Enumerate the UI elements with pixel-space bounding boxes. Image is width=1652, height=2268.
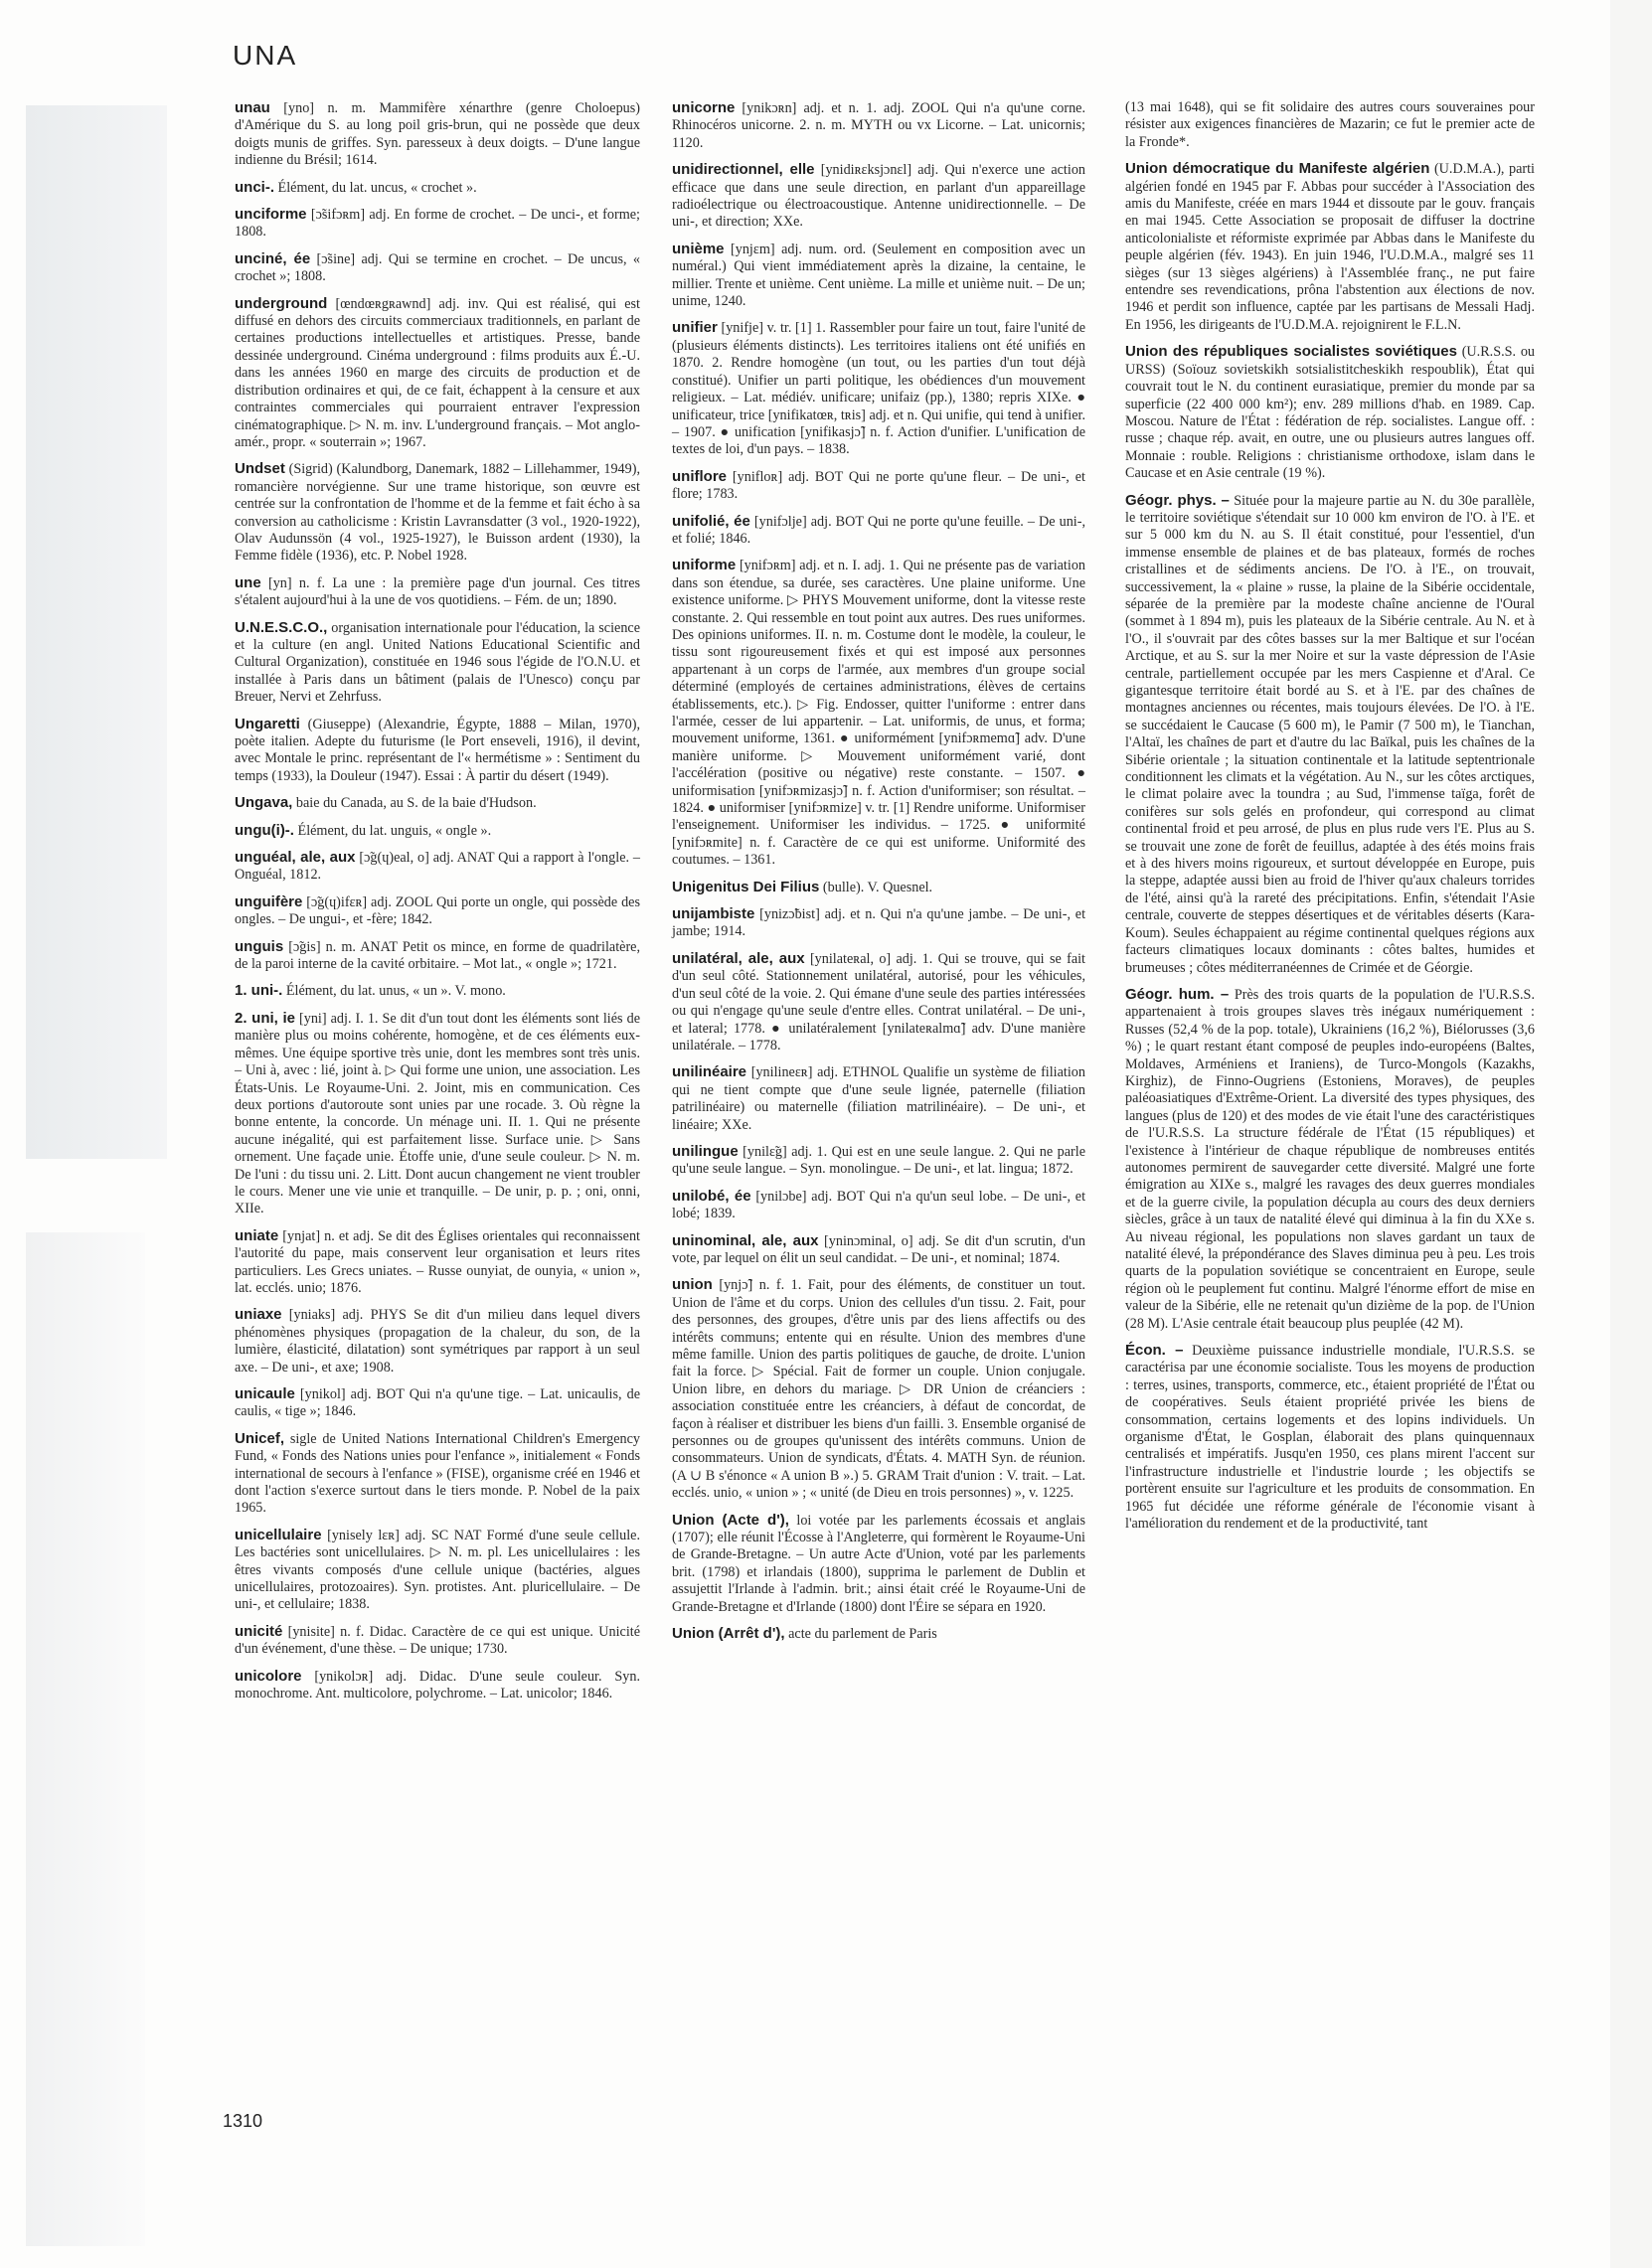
- dictionary-entry: [235, 99, 640, 170]
- dictionary-entry: [235, 206, 640, 242]
- dictionary-entry: [235, 295, 640, 452]
- entry-headword: Union (Arrêt d'),: [672, 1625, 785, 1643]
- dictionary-entry: [235, 1010, 640, 1218]
- entry-headword: U.N.E.S.C.O.,: [235, 618, 328, 636]
- entry-definition: baie du Canada, au S. de la baie d'Hudson.: [295, 795, 537, 812]
- dictionary-entry: [672, 1276, 1085, 1502]
- entry-headword: Undset: [235, 460, 285, 478]
- entry-headword: Géogr. hum. –: [1125, 985, 1230, 1003]
- entry-headword: Ungaretti: [235, 715, 300, 732]
- entry-definition: [ynifɔʀm] adj. et n. I. adj. 1. Qui ne présente pas de variation dans son étendue, sa durée, ses caractères. Une plaine uniforme. Une existence uniforme. ▷ PHYS Mouvement uniforme, dont la vitesse reste constante. 2. Qui ressemble en tout point aux autres. Des rues uniformes. Des opinions uniformes. II. n. m. Costume dont le modèle, la couleur, le tissu sont rigoureusement fixés et qui est imposé aux personnes appartenant à un corps de l'armée, aux membres d'un groupe social déterminé (employés de certaines administrations, élèves de certains établissements, etc.). ▷ Fig. Endosser, quitter l'uniforme : entrer dans l'armée, cesser de lui appartenir. – Lat. uniformis, de unus, et forma; mouvement uniforme, 1361. ● uniformément [ynifɔʀmemɑ̃] adv. D'une manière uniforme. ▷ Mouvement uniformément varié, dont l'accélération (positive ou négative) reste constante. – 1507. ● uniformisation [ynifɔʀmizasjɔ̃] n. f. Action d'uniformiser; son résultat. – 1824. ● uniformiser [ynifɔʀmize] v. tr. [1] Rendre uniforme. Uniformiser l'enseignement. Uniformiser les individus. – 1725. ● uniformité [ynifɔʀmite] n. f. Caractère de ce qui est uniforme. Uniformité des coutumes. – 1361.: [672, 558, 1086, 869]
- dictionary-entry: [235, 822, 640, 840]
- entry-headword: unau: [235, 99, 270, 116]
- entry-definition: [ynjat] n. et adj. Se dit des Églises orientales qui reconnaissent l'autorité du pape, mais conservent leur organisation et leurs rites particuliers. Les Grecs uniates. – Russe ounyiat, de ounyia, « union », lat. ecclés. unio; 1876.: [235, 1227, 640, 1296]
- entry-headword: uniaxe: [235, 1306, 282, 1324]
- entry-headword: unicité: [235, 1622, 283, 1640]
- entry-headword: Géogr. phys. –: [1125, 491, 1230, 509]
- entry-definition: [yni] adj. I. 1. Se dit d'un tout dont les éléments sont liés de manière plus ou moins cohérente, homogène, et de ces éléments eux-mêmes. Une équipe sportive très unie, dont les membres sont très unis. – Uni à, avec : lié, joint à. ▷ Qui forme une union, une association. Les États-Unis. Le Royaume-Uni. 2. Joint, mis en communication. Ces deux portions d'autoroute sont unies par une rocade. 3. Où règne la bonne entente, la concorde. Un ménage uni. II. 1. Qui ne présente aucune inégalité, qui est parfaitement lisse. Surface unie. ▷ Sans ornement. Une façade unie. Étoffe unie, d'une seule couleur. ▷ N. m. De l'uni : du tissu uni. 2. Litt. Dont aucun changement ne vient troubler le cours. Mener une vie unie et tranquille. – De unir, p. p. ; oni, onni, XIIe.: [235, 1010, 640, 1217]
- column-3: [1125, 99, 1535, 1542]
- dictionary-entry: [235, 1623, 640, 1659]
- entry-definition: organisation internationale pour l'éducation, la science et la culture (en angl. United Nations Educational Scientific and Cultural Organization), constituée en 1946 sous l'égide de l'O.N.U. et installée à Paris dans un bâtiment (palais de l'Unesco) conçu par Breuer, Nervi et Zehrfuss.: [235, 619, 641, 706]
- entry-headword: Union des républiques socialistes soviétiques: [1125, 343, 1457, 361]
- dictionary-entry: [672, 557, 1085, 869]
- entry-definition: Élément, du lat. unguis, « ongle ».: [297, 822, 492, 839]
- entry-definition: [ynizɔ̃bist] adj. et n. Qui n'a qu'une jambe. – De uni-, et jambe; 1914.: [672, 906, 1086, 940]
- entry-headword: Union (Acte d'),: [672, 1511, 789, 1529]
- dictionary-entry: [1125, 492, 1535, 977]
- entry-headword: 2. uni, ie: [235, 1009, 295, 1027]
- entry-headword: underground: [235, 294, 328, 312]
- entry-definition: [ynifje] v. tr. [1] 1. Rassembler pour faire un tout, faire l'unité de (plusieurs éléments distincts). Les territoires italiens ont été unifiés en 1870. 2. Rendre homogène (un tout, ou les parties d'un tout déjà constitué). Unifier un parti politique, les obédiences d'un mouvement religieux. – Lat. médiév. unificare; unifaiz (pp.), 1380; repris XIXe. ● unificateur, trice [ynifikatœʀ, tʀis] adj. et n. Qui unifie, qui tend à unifier. – 1907. ● unification [ynifikasjɔ̃] n. f. Action d'unifier. L'unification de textes de loi, d'un pays. – 1838.: [672, 320, 1086, 458]
- entry-headword: unci-.: [235, 178, 274, 196]
- dictionary-entry: [235, 794, 640, 812]
- dictionary-entry: [672, 1063, 1085, 1134]
- entry-headword: unilobé, ée: [672, 1187, 751, 1205]
- entry-headword: uniflore: [672, 467, 727, 485]
- entry-definition: [ɔ̃sifɔʀm] adj. En forme de crochet. – De unci-, et forme; 1808.: [235, 207, 641, 241]
- dictionary-entry: [1125, 99, 1535, 151]
- left-margin-shadow-lower: [26, 1232, 145, 2246]
- column-2: [672, 99, 1085, 1653]
- entry-definition: [œndœʀgʀawnd] adj. inv. Qui est réalisé, qui est diffusé en dehors des circuits commerciaux traditionnels, en parlant de certaines productions intellectuelles et artistiques. Presse, bande dessinée underground. Cinéma underground : films produits aux É.-U. dans les années 1960 en marge des circuits de production et de distribution ordinaires et qui, de ce fait, échappent à la censure et aux contraintes commerciales qui pourraient entraver l'expression cinématographique. ▷ N. m. inv. L'underground français. – Mot anglo-amér., propr. « souterrain »; 1967.: [235, 295, 640, 450]
- entry-definition: [ynisite] n. f. Didac. Caractère de ce qui est unique. Unicité d'un événement, d'une thèse. – De unique; 1730.: [235, 1623, 640, 1658]
- entry-definition: (13 mai 1648), qui se fit solidaire des autres cours souveraines pour résister aux exigences financières de Mazarin; ce fut le premier acte de la Fronde*.: [1125, 99, 1535, 150]
- entry-definition: [ynilineɛʀ] adj. ETHNOL Qualifie un système de filiation qui ne tient compte que d'une seule lignée, paternelle (filiation patrilinéaire) ou maternelle (filiation matrilinéaire). – De uni-, et linéaire; XXe.: [672, 1064, 1085, 1133]
- left-margin-shadow: [26, 105, 167, 1159]
- entry-definition: [yninɔminal, o] adj. Se dit d'un scrutin, d'un vote, par lequel on élit un seul candidat. – De uni-, et nominal; 1874.: [672, 1232, 1085, 1266]
- dictionary-entry: [235, 1385, 640, 1421]
- entry-headword: unicellulaire: [235, 1526, 322, 1543]
- dictionary-entry: [672, 879, 1085, 896]
- dictionary-entry: [1125, 160, 1535, 334]
- dictionary-entry: [672, 1512, 1085, 1616]
- dictionary-entry: [235, 1227, 640, 1298]
- dictionary-entry: [235, 1668, 640, 1703]
- dictionary-entry: [672, 1232, 1085, 1268]
- entry-headword: unicaule: [235, 1385, 295, 1402]
- entry-definition: [ynikɔʀn] adj. et n. 1. adj. ZOOL Qui n'a qu'une corne. Rhinocéros unicorne. 2. n. m. MYTH ou vx Licorne. – Lat. unicornis; 1120.: [672, 100, 1086, 151]
- entry-definition: [ynidiʀɛksjɔnɛl] adj. Qui n'exerce une action efficace que dans une seule direction, en parlant d'un appareillage radioélectrique ou électroacoustique. Antenne unidirectionnelle. – De uni-, et direction; XXe.: [672, 162, 1086, 231]
- entry-definition: [ɔ̃g(ɥ)ifɛʀ] adj. ZOOL Qui porte un ongle, qui possède des ongles. – De ungui-, et -fère; 1842.: [235, 893, 640, 928]
- dictionary-entry: [235, 179, 640, 197]
- entry-definition: [ynisely lɛʀ] adj. SC NAT Formé d'une seule cellule. Les bactéries sont unicellulaires. ▷ N. m. pl. Les unicellulaires : les êtres vivants composés d'une cellule unique (bactéries, algues unicellulaires, protozoaires). Syn. protistes. Ant. pluricellulaire. – De uni-, et cellulaire; 1838.: [235, 1527, 641, 1613]
- entry-definition: Située pour la majeure partie au N. du 30e parallèle, le territoire soviétique s'étendait sur 10 000 km environ de l'O. à l'E. et sur 5 000 km du N. au S. Il était constitué, pour l'essentiel, d'un immense ensemble de plaines et de bas plateaux, formés de roches cristallines et de sédiments anciens. De l'O. à l'E., on trouvait, successivement, la « plaine » russe, la plaine de la Sibérie occidentale, séparée de la première par la modeste chaîne ancienne de l'Oural (sommet à 1 894 m), puis les plateaux de la Sibérie centrale. Au N. et à l'O., il s'ouvrait par des côtes basses sur la mer Baltique et sur l'océan Arctique, et au S. sur la mer Noire et sur la vaste dépression de l'Asie centrale, partiellement occupée par les mers Caspienne et d'Aral. Ce gigantesque territoire était bordé au S. et à l'E. par des chaînes de montagnes anciennes ou récentes, mais toujours élevées. De l'O. à l'E. se succédaient le Caucase (5 600 m), le Pamir (7 500 m), le Tianchan, l'Altaï, les chaînes de part et d'autre du lac Baïkal, puis les chaînes de la Sibérie orientale ; la situation continentale et la latitude septentrionale conditionnent les climats et la végétation. Au N., sur les côtes arctiques, le climat polaire avec la toundra ; au Sud, l'immense taïga, forêt de conifères sur sols gelés en profondeur, qui correspond au climat continental froid et peu arrosé, de plus en plus rude vers l'E. Plus au S. se trouvait une zone de forêt de feuillus, adaptée à des étés moins frais et à des hivers moins rigoureux, et surtout développée en Europe, puis la steppe, adaptée aussi bien au froid de l'hiver qu'aux chaleurs torrides de l'été, ainsi qu'à la rareté des précipitations. Enfin, s'étendait l'Asie centrale, couverte de steppes désertiques et de véritables déserts (Kara-Koum). Seules échappaient au régime continental quelques régions aux facteurs climatiques locaux dominants : côtes baltes, humides et brumeuses ; côtes méditerranéennes de Crimée et de Géorgie.: [1125, 492, 1535, 976]
- entry-definition: Élément, du lat. uncus, « crochet ».: [277, 179, 477, 196]
- entry-headword: Unigenitus Dei Filius: [672, 878, 820, 895]
- entry-definition: (U.R.S.S. ou URSS) (Soïouz sovietskikh sotsialistitcheskikh respoublik), État qui couvrait tout le N. du continent eurasiatique, premier du monde par sa superficie (22 400 000 km²); env. 289 millions d'hab. en 1989. Cap. Moscou. Nature de l'État : fédération de rép. socialistes. Langue off. : russe ; chaque rép. avait, en outre, une ou plusieurs autres langues off. Monnaie : rouble. Religions : christianisme orthodoxe, islam dans le Caucase et en Asie centrale (19 %).: [1125, 344, 1536, 482]
- dictionary-entry: [672, 1143, 1085, 1179]
- dictionary-entry: [672, 905, 1085, 941]
- dictionary-entry: [235, 1430, 640, 1518]
- dictionary-entry: [235, 574, 640, 610]
- dictionary-entry: [672, 468, 1085, 504]
- entry-headword: unciné, ée: [235, 249, 311, 267]
- entry-definition: loi votée par les parlements écossais et anglais (1707); elle réunit l'Écosse à l'Angleterre, qui formèrent le Royaume-Uni de Grande-Bretagne. – Un autre Acte d'Union, voté par les parlements brit. (1798) et irlandais (1800), supprima le parlement de Dublin et assujettit l'Irlande à l'admin. brit.; ainsi était créé le Royaume-Uni de Grande-Bretagne et d'Irlande (1800) dont l'Éire se sépara en 1920.: [672, 1512, 1085, 1615]
- dictionary-entry: [672, 1188, 1085, 1223]
- entry-definition: [ynikol] adj. BOT Qui n'a qu'une tige. – Lat. unicaulis, de caulis, « tige »; 1846.: [235, 1386, 640, 1420]
- entry-definition: [ɔ̃sine] adj. Qui se termine en crochet. – De uncus, « crochet »; 1808.: [235, 250, 641, 285]
- entry-definition: (U.D.M.A.), parti algérien fondé en 1945 par F. Abbas pour succéder à l'Association des amis du Manifeste, créée en mars 1944 et dissoute par le gouv. français en mai 1945. Cette Association se proposait de diffuser la doctrine anticolonialiste et réformiste exprimée par Abbas dans le Manifeste du peuple algérien (fév. 1943). En juin 1946, l'U.D.M.A., malgré ses 11 sièges (sur 13 sièges algériens) à l'Assemblée franç., ne put faire entendre ses revendications, prôna l'abstention aux élections de nov. 1946 et perdit son influence, captée par les partisans de Messali Hadj. En 1956, les dirigeants de l'U.D.M.A. rejoignirent le F.L.N.: [1125, 161, 1535, 333]
- entry-definition: [ɔ̃gis] n. m. ANAT Petit os mince, en forme de quadrilatère, de la paroi interne de la cavité orbitaire. – Mot lat., « ongle »; 1721.: [235, 938, 641, 973]
- entry-headword: unijambiste: [672, 905, 755, 923]
- page-number: 1310: [223, 2111, 263, 2131]
- entry-headword: uninominal, ale, aux: [672, 1231, 819, 1249]
- dictionary-entry: [235, 893, 640, 929]
- entry-definition: Deuxième puissance industrielle mondiale, l'U.R.S.S. se caractérisa par une économie socialiste. Tous les moyens de production : terres, usines, transports, commerce, etc., étaient propriété de l'État ou de coopératives. Seuls étaient propriété privée les biens de consommation, certains logements et des lopins individuels. Un organisme d'État, le Gosplan, élaborait des plans quinquennaux centralisés et impératifs. Jusqu'en 1950, ces plans mirent l'accent sur l'infrastructure industrielle et l'industrie lourde ; les objectifs se portèrent ensuite sur l'agriculture et les produits de consommation. En 1965 fut décidée une réforme générale de l'économie visant à l'amélioration du rendement et de la productivité, tant: [1125, 1343, 1536, 1533]
- entry-definition: [ynjɛm] adj. num. ord. (Seulement en composition avec un numéral.) Qui vient immédiatement après la dizaine, la centaine, le millier. Trente et unième. Cent unième. La mille et unième nuit. – De un; unime, 1240.: [672, 241, 1085, 310]
- entry-definition: [ynifloʀ] adj. BOT Qui ne porte qu'une fleur. – De uni-, et flore; 1783.: [672, 468, 1085, 503]
- dictionary-entry: [672, 161, 1085, 232]
- entry-headword: uniforme: [672, 557, 737, 574]
- entry-headword: uniate: [235, 1226, 279, 1244]
- dictionary-entry: [672, 1625, 1085, 1643]
- entry-headword: unilingue: [672, 1142, 739, 1160]
- dictionary-entry: [672, 241, 1085, 311]
- entry-definition: (Giuseppe) (Alexandrie, Égypte, 1888 – Milan, 1970), poète italien. Adepte du futurisme (le Port enseveli, 1916), il devint, avec Montale le princ. représentant de l'« hermétisme » : Sentiment du temps (1933), la Douleur (1947). Essai : À partir du désert (1949).: [235, 716, 640, 784]
- entry-definition: [ynifɔlje] adj. BOT Qui ne porte qu'une feuille. – De uni-, et folié; 1846.: [672, 513, 1086, 547]
- entry-definition: Près des trois quarts de la population de l'U.R.S.S. appartenaient à trois groupes slaves très inégaux numériquement : Russes (52,4 % de la pop. totale), Ukrainiens (16,2 %), Biélorusses (3,6 %) ; le quart restant étant composé de peuples indo-européens (Baltes, Moldaves, Arméniens et Iraniens), de Turco-Mongols (Kazakhs, Kirghiz), de Finno-Ougriens (Estoniens, Moraves), de peuples paléoasiatiques d'Extrême-Orient. La diversité des types physiques, des langues (plus de 120) et des modes de vie était l'une des caractéristiques de l'U.R.S.S. La structure fédérale de l'État (15 républiques) et l'existence à l'intérieur de chaque république de nombreuses entités autonomes permirent de sauvegarder cette diversité. Malgré une forte émigration au XIXe s., malgré les ravages des deux guerres mondiales et de la guerre civile, la population décupla au cours des deux derniers siècles, grâce à un taux de natalité élevé qui diminua à la fin du XXe s. Au niveau régional, les populations non slaves gardant un taux de natalité élevé, la prépondérance des Slaves diminua peu à peu. Les trois quarts de la population soviétique se concentraient en Europe, seule région où le peuplement fut continu. Malgré l'énorme effort de mise en valeur de la Sibérie, elle ne retenait qu'un dizième de la pop. de l'Union (28 M). L'Asie centrale était beaucoup plus peuplée (42 M).: [1125, 986, 1535, 1332]
- entry-headword: unciforme: [235, 206, 307, 224]
- entry-headword: unguis: [235, 937, 284, 955]
- dictionary-entry: [235, 1306, 640, 1377]
- entry-headword: Ungava,: [235, 794, 293, 812]
- entry-headword: union: [672, 1276, 713, 1294]
- entry-definition: [ynilɛ̃g] adj. 1. Qui est en une seule langue. 2. Qui ne parle qu'une seule langue. – Syn. monolingue. – De uni-, et lat. lingua; 1872.: [672, 1143, 1086, 1178]
- entry-definition: Élément, du lat. unus, « un ». V. mono.: [285, 983, 506, 1000]
- column-1: [235, 99, 640, 1712]
- entry-definition: (bulle). V. Quesnel.: [822, 879, 933, 895]
- dictionary-entry: [235, 849, 640, 885]
- entry-definition: [ynjɔ̃] n. f. 1. Fait, pour des éléments, de constituer un tout. Union de l'âme et du corps. Union des cellules d'un tissu. 2. Fait, pour des personnes, des groupes, d'être unis par des liens affectifs ou des intérêts communs; entente qui en résulte. Union des membres d'une même famille. Union des partis politiques de gauche, de droite. L'union fait la force. ▷ Spécial. Fait de former un couple. Union conjugale. Union libre, en dehors du mariage. ▷ DR Union de créanciers : association constituée entre les créanciers, à défaut de concordat, de façon à réaliser et distribuer les biens d'un failli. 3. Ensemble organisé de personnes ou de groupes qu'unissent des intérêts communs. Union de consommateurs. Union de syndicats, d'États. 4. MATH Syn. de réunion. (A ∪ B s'énonce « A union B ».) 5. GRAM Trait d'union : V. trait. – Lat. ecclés. unio, « union » ; « unité (de Dieu en trois personnes) », v. 1225.: [672, 1277, 1085, 1502]
- dictionary-entry: [235, 938, 640, 974]
- entry-definition: sigle de United Nations International Children's Emergency Fund, « Fonds des Nations unies pour l'enfance », initialement « Fonds international de secours à l'enfance » (FISE), organisme créé en 1946 et dont l'action s'exerce surtout dans le tiers monde. P. Nobel de la paix 1965.: [235, 1430, 641, 1517]
- dictionary-entry: [235, 619, 640, 707]
- entry-headword: ungu(i)-.: [235, 821, 294, 839]
- entry-headword: Unicef,: [235, 1429, 285, 1447]
- dictionary-entry: [1125, 986, 1535, 1333]
- entry-definition: [ynilateʀal, o] adj. 1. Qui se trouve, qui se fait d'un seul côté. Stationnement unilatéral, autorisé, pour les véhicules, d'un seul côté de la voie. 2. Qui émane d'une seule des parties intéressées ou qui n'engage qu'une seule d'entre elles. Contrat unilatéral. – De uni-, et lateral; 1778. ● unilatéralement [ynilateʀalmɑ̃] adv. D'une manière unilatérale. – 1778.: [672, 950, 1086, 1053]
- dictionary-entry: [1125, 343, 1535, 482]
- dictionary-entry: [672, 99, 1085, 152]
- entry-headword: unifier: [672, 319, 718, 337]
- dictionary-entry: [235, 1527, 640, 1614]
- entry-definition: [ynilɔbe] adj. BOT Qui n'a qu'un seul lobe. – De uni-, et lobé; 1839.: [672, 1188, 1086, 1222]
- entry-definition: [yno] n. m. Mammifère xénarthre (genre Choloepus) d'Amérique du S. au long poil gris-brun, qui ne possède que deux doigts munis de griffes. Syn. paresseux à deux doigts. – D'une langue indienne du Brésil; 1614.: [235, 100, 640, 169]
- dictionary-entry: [672, 950, 1085, 1054]
- entry-definition: acte du parlement de Paris: [788, 1626, 937, 1643]
- dictionary-entry: [235, 982, 640, 1000]
- entry-headword: unguéal, ale, aux: [235, 849, 356, 867]
- dictionary-entry: [235, 460, 640, 565]
- entry-definition: [ynikolɔʀ] adj. Didac. D'une seule couleur. Syn. monochrome. Ant. multicolore, polychrome. – Lat. unicolor; 1846.: [235, 1668, 640, 1702]
- entry-headword: une: [235, 573, 261, 591]
- entry-definition: [yniaks] adj. PHYS Se dit d'un milieu dans lequel divers phénomènes physiques (propagation de la chaleur, du son, de la lumière, élasticité, dilatation) sont symétriques par rapport à un seul axe. – De uni-, et axe; 1908.: [235, 1307, 641, 1376]
- dictionary-entry: [672, 513, 1085, 549]
- entry-headword: unicorne: [672, 99, 736, 116]
- dictionary-entry: [1125, 1342, 1535, 1533]
- entry-headword: unguifère: [235, 892, 303, 910]
- entry-headword: unilatéral, ale, aux: [672, 949, 805, 967]
- dictionary-entry: [672, 319, 1085, 458]
- entry-headword: unifolié, ée: [672, 512, 750, 530]
- entry-headword: unidirectionnel, elle: [672, 161, 815, 179]
- entry-headword: Union démocratique du Manifeste algérien: [1125, 160, 1430, 178]
- dictionary-entry: [235, 250, 640, 286]
- right-page-strip: [1610, 0, 1652, 2268]
- entry-headword: Écon. –: [1125, 1342, 1184, 1360]
- entry-definition: [yn] n. f. La une : la première page d'un journal. Ces titres s'étalent aujourd'hui à la une de vos quotidiens. – Fém. de un; 1890.: [235, 574, 641, 609]
- running-head: UNA: [233, 40, 298, 71]
- entry-headword: unième: [672, 240, 725, 257]
- entry-definition: (Sigrid) (Kalundborg, Danemark, 1882 – Lillehammer, 1949), romancière norvégienne. Sur une trame historique, son œuvre est centrée sur la confrontation de l'homme et de la femme et fait écho à sa conversion au catholicisme : Kristin Lavransdatter (3 vol., 1920-1922), Olav Audunssön (4 vol., 1925-1927), le Buisson ardent (1930), la Femme fidèle (1936), etc. P. Nobel 1928.: [235, 461, 640, 565]
- entry-headword: 1. uni-.: [235, 982, 283, 1000]
- entry-headword: unicolore: [235, 1667, 302, 1685]
- entry-headword: unilinéaire: [672, 1063, 747, 1081]
- entry-definition: [ɔ̃g(ɥ)eal, o] adj. ANAT Qui a rapport à l'ongle. – Onguéal, 1812.: [235, 850, 641, 884]
- dictionary-entry: [235, 716, 640, 786]
